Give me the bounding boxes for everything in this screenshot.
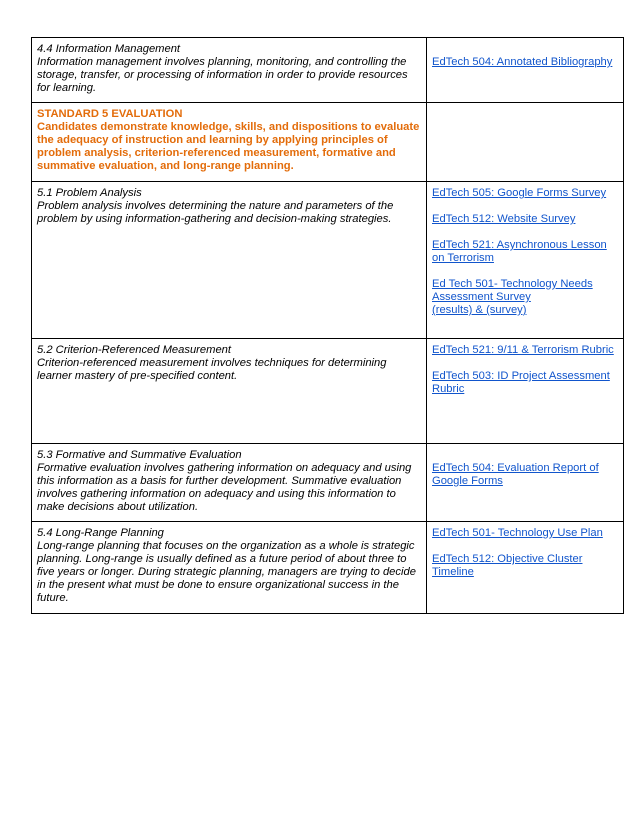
- empty-cell: [427, 103, 624, 182]
- link-edtech-504-annotated-bibliography[interactable]: EdTech 504: Annotated Bibliography: [432, 56, 613, 68]
- standard-title: 4.4 Information Management: [37, 43, 181, 55]
- standard-description-cell: [32, 38, 427, 103]
- standard-heading-text: Candidates demonstrate knowledge, skills, and dispositions to evaluate the adequacy of instruction and learning by applying principles of problem analysis, criterion-referenced measurement, formative and summative evaluation, and long-range planning.: [37, 121, 420, 172]
- standard-title: 5.3 Formative and Summative Evaluation: [37, 449, 242, 461]
- standard-heading-cell: [32, 103, 427, 182]
- standard-description: Information management involves planning, monitoring, and controlling the storage, transfer, or processing of information in order to provide resources for learning.: [37, 56, 408, 94]
- link-edtech-521-rubric[interactable]: EdTech 521: 9/11 & Terrorism Rubric: [432, 344, 614, 356]
- link-edtech-501-technology-use-plan[interactable]: EdTech 501- Technology Use Plan: [432, 527, 603, 539]
- artifact-links-cell: [427, 444, 624, 522]
- table-row: [32, 522, 624, 614]
- standard-description-cell: [32, 444, 427, 522]
- standard-heading: STANDARD 5 EVALUATION: [37, 108, 183, 120]
- standard-description-cell: [32, 522, 427, 614]
- artifact-links-cell: [427, 38, 624, 103]
- standard-description: Formative evaluation involves gathering information on adequacy and using this information as a basis for further development. Summative evaluation involves gathering information on adequacy and using this information to make decisions about utilization.: [37, 462, 412, 513]
- standard-title: 5.2 Criterion-Referenced Measurement: [37, 344, 232, 356]
- table-row: [32, 182, 624, 339]
- standards-table: [31, 37, 624, 614]
- link-edtech-504-evaluation-report[interactable]: EdTech 504: Evaluation Report of Google Forms: [432, 462, 599, 487]
- link-spacer: [432, 357, 619, 370]
- link-edtech-503-assessment-rubric[interactable]: EdTech 503: ID Project Assessment Rubric: [432, 370, 610, 395]
- artifact-links-cell: [427, 522, 624, 614]
- standard-description-cell: [32, 339, 427, 444]
- link-edtech-512-website-survey[interactable]: EdTech 512: Website Survey: [432, 213, 576, 225]
- table-row: [32, 38, 624, 103]
- artifact-links-cell: [427, 339, 624, 444]
- standard-description: Problem analysis involves determining the nature and parameters of the problem by using information-gathering and decision-making strategies.: [37, 200, 394, 225]
- link-spacer: [432, 265, 619, 278]
- standard-description: Criterion-referenced measurement involves techniques for determining learner mastery of pre-specified content.: [37, 357, 387, 382]
- link-edtech-505-google-forms-survey[interactable]: EdTech 505: Google Forms Survey: [432, 187, 607, 199]
- link-spacer: [432, 540, 619, 553]
- link-edtech-512-objective-cluster-timeline[interactable]: EdTech 512: Objective Cluster Timeline: [432, 553, 583, 578]
- link-edtech-521-asynchronous-lesson[interactable]: EdTech 521: Asynchronous Lesson on Terrorism: [432, 239, 607, 264]
- link-spacer: [432, 200, 619, 213]
- table-row: [32, 339, 624, 444]
- link-spacer: [432, 226, 619, 239]
- table-row: [32, 103, 624, 182]
- standard-title: 5.4 Long-Range Planning: [37, 527, 164, 539]
- link-edtech-501-needs-assessment-survey[interactable]: Ed Tech 501- Technology Needs Assessment Survey: [432, 278, 593, 303]
- standard-title: 5.1 Problem Analysis: [37, 187, 142, 199]
- standard-description-cell: [32, 182, 427, 339]
- artifact-links-cell: [427, 182, 624, 339]
- table-row: [32, 444, 624, 522]
- document-page: [31, 37, 614, 614]
- standard-description: Long-range planning that focuses on the organization as a whole is strategic planning. Long-range is usually defined as a future period of about three to five years or longer. During strategic planning, managers are trying to decide in the present what must be done to ensure organizational success in the future.: [37, 540, 416, 604]
- link-results-and-survey[interactable]: (results) & (survey): [432, 304, 527, 316]
